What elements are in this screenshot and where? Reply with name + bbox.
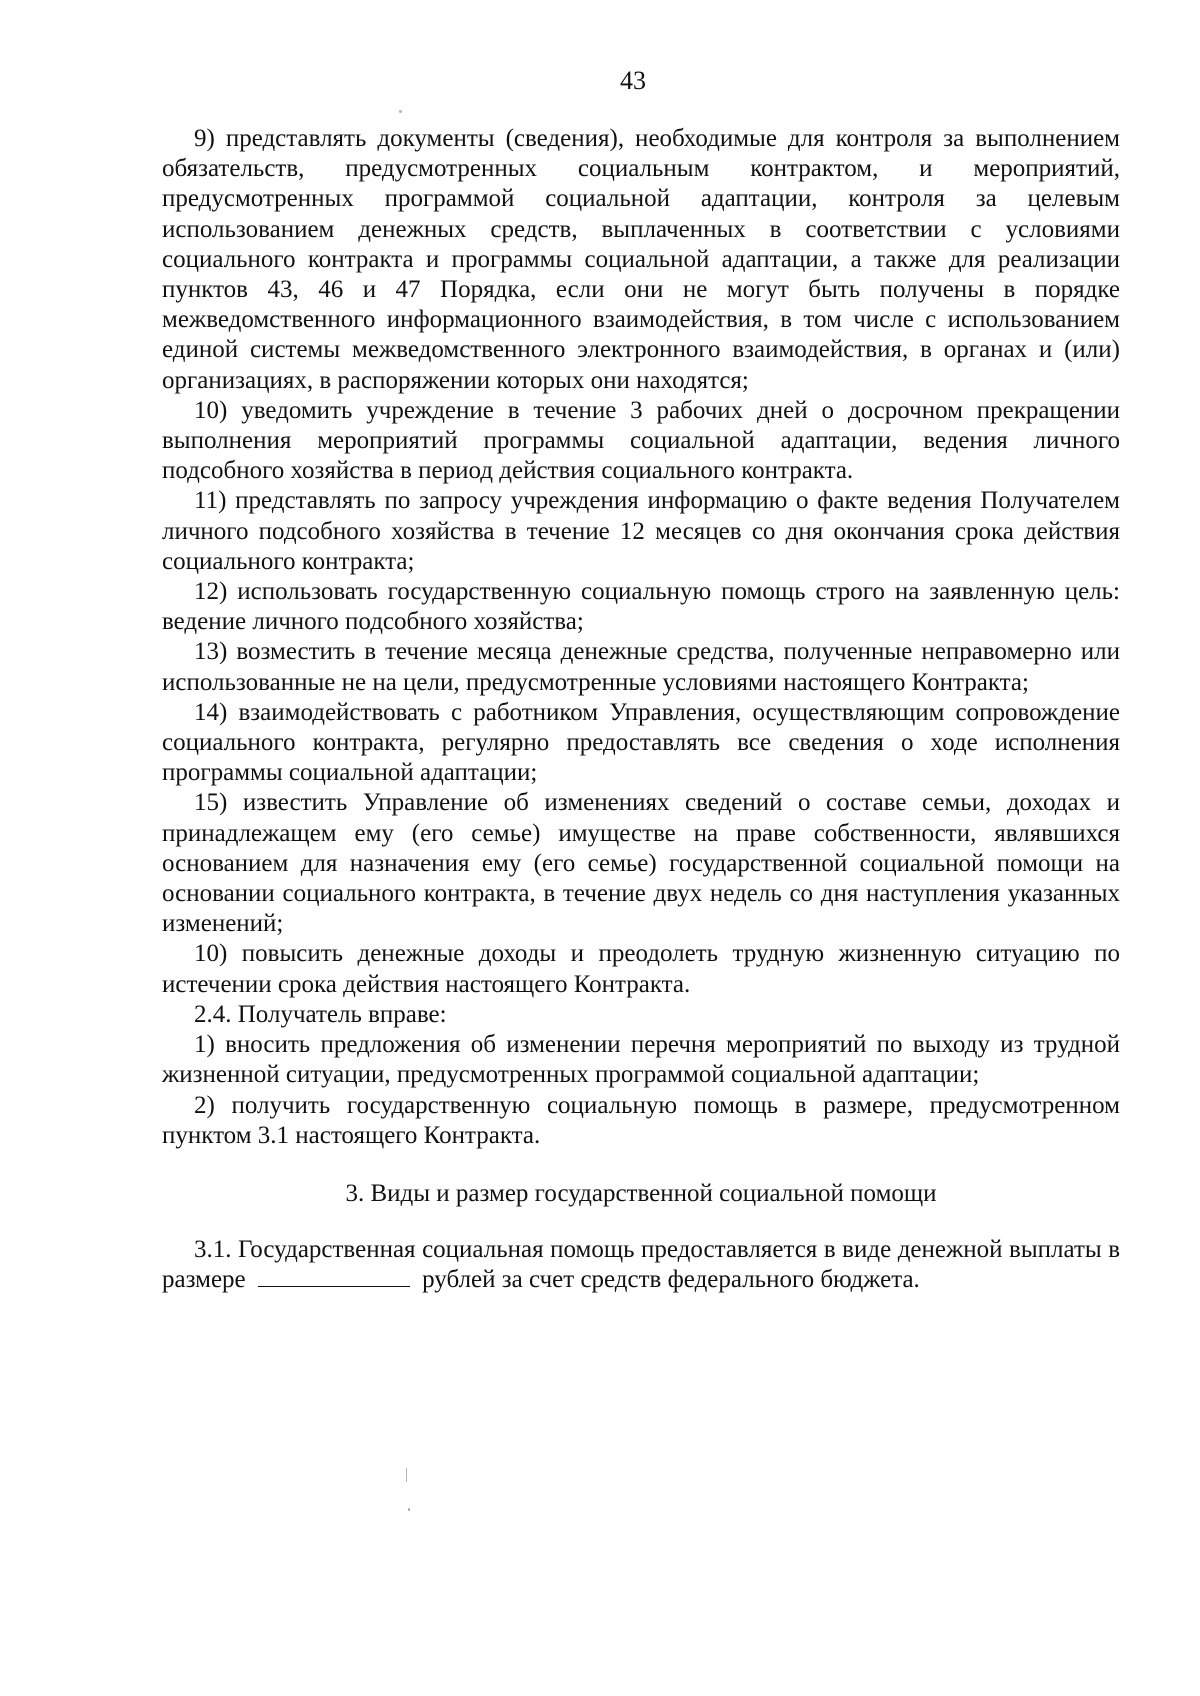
paragraph-item-10: 10) уведомить учреждение в течение 3 рабочих дней о досрочном прекращении выполнения мероприятий программы социальной адаптации, ведения личного подсобного хозяйства в период действия социального контракта. [162, 396, 1120, 485]
clause-3-1-text-start: 3.1. Государственная социальная помощь предоставляется в виде денежной выплаты в размере [162, 1235, 1120, 1294]
paragraph-item-11: 11) представлять по запросу учреждения информацию о факте ведения Получателем личного подсобного хозяйства в течение 12 месяцев со дня окончания срока действия социального контракта; [162, 487, 1120, 575]
document-body [162, 124, 1120, 1295]
section-3-heading: 3. Виды и размер государственной социальной помощи [345, 1179, 937, 1207]
paragraph-item-15: 15) известить Управление об изменениях сведений о составе семьи, доходах и принадлежащем ему (его семье) имуществе на праве собственности, являвшихся основанием для назначения ему (его семье) государственной социальной помощи на основании социального контракта, в течение двух недель со дня наступления указанных изменений; [162, 789, 1120, 938]
paragraph-item-13: 13) возместить в течение месяца денежные средства, полученные неправомерно или использованные не на цели, предусмотренные условиями настоящего Контракта; [162, 638, 1120, 696]
scan-speck [408, 1508, 410, 1511]
amount-blank-line [258, 1266, 410, 1287]
clause-3-1 [162, 1235, 1120, 1295]
clause-2-4-item-1: 1) вносить предложения об изменении перечня мероприятий по выходу из трудной жизненной ситуации, предусмотренных программой социальной адаптации; [162, 1031, 1120, 1089]
paragraph-item-9: 9) представлять документы (сведения), необходимые для контроля за выполнением обязательств, предусмотренных социальным контрактом, и мероприятий, предусмотренных программой социальной адаптации, контроля за целевым использованием денежных средств, выплаченных в соответствии с условиями социального контракта и программы социальной адаптации, а также для реализации пунктов 43, 46 и 47 Порядка, если они не могут быть получены в порядке межведомственного информационного взаимодействия, в том числе с использованием единой системы межведомственного электронного взаимодействия, в органах и (или) организациях, в распоряжении которых они находятся; [162, 125, 1120, 394]
clause-2-4-heading: 2.4. Получатель вправе: [194, 1000, 447, 1028]
paragraph-item-10-duplicate: 10) повысить денежные доходы и преодолеть трудную жизненную ситуацию по истечении срока действия настоящего Контракта. [162, 940, 1120, 998]
paragraph-item-12: 12) использовать государственную социальную помощь строго на заявленную цель: ведение личного подсобного хозяйства; [162, 578, 1120, 636]
clause-3-1-text-end: рублей за счет средств федерального бюджета. [422, 1266, 920, 1294]
scan-speck [399, 110, 402, 113]
page-number: 43 [620, 66, 646, 95]
scan-speck [406, 1468, 407, 1482]
paragraph-item-14: 14) взаимодействовать с работником Управления, осуществляющим сопровождение социального контракта, регулярно предоставлять все сведения о ходе исполнения программы социальной адаптации; [162, 698, 1120, 787]
clause-2-4-item-2: 2) получить государственную социальную помощь в размере, предусмотренном пунктом 3.1 настоящего Контракта. [162, 1091, 1120, 1149]
